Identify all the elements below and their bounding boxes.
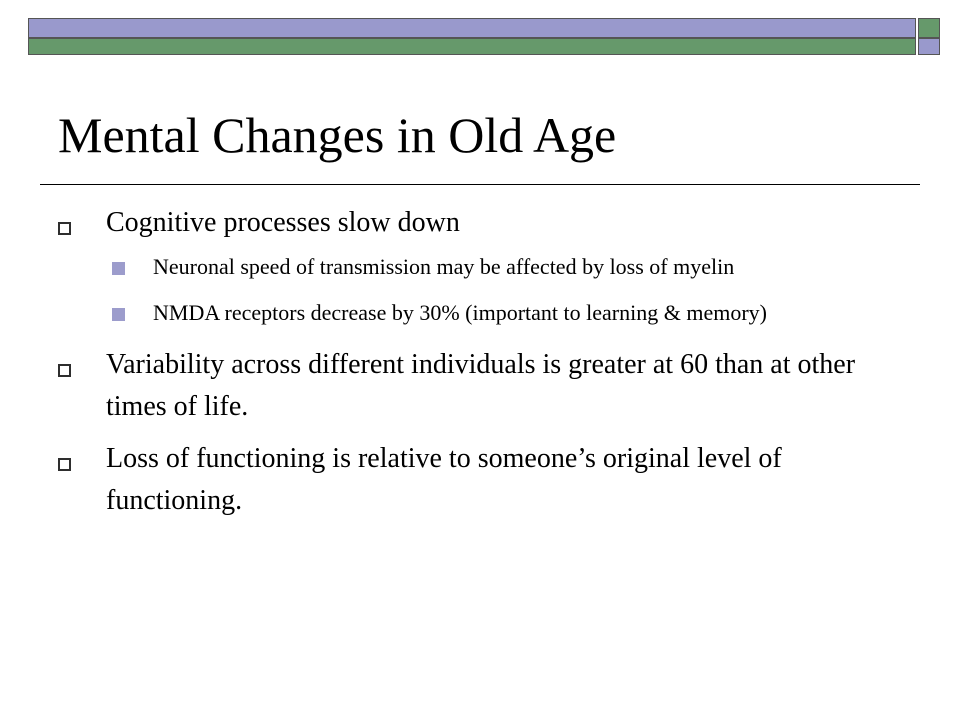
corner-block-green [918,18,940,38]
sub-bullet-text: NMDA receptors decrease by 30% (important to learning & memory) [153,300,767,325]
filled-square-icon [112,262,125,275]
corner-block-purple [918,38,940,55]
bullet-item [56,438,896,522]
bullet-item [56,202,896,244]
bullet-item [56,344,896,428]
title-divider [40,184,920,185]
bullet-text: Cognitive processes slow down [106,207,460,238]
bullet-text: Variability across different individuals is greater at 60 than at other times of life. [106,349,856,422]
sub-bullet-item [56,294,896,332]
slide-content [56,202,896,522]
slide-title: Mental Changes in Old Age [58,107,617,163]
sub-bullet-text: Neuronal speed of transmission may be affected by loss of myelin [153,254,735,279]
hollow-square-icon [58,364,71,377]
sub-bullet-item [56,248,896,286]
header-band-purple [28,18,916,38]
header-band-green [28,38,916,55]
hollow-square-icon [58,458,71,471]
hollow-square-icon [58,222,71,235]
filled-square-icon [112,308,125,321]
bullet-text: Loss of functioning is relative to someone’s original level of functioning. [106,443,782,516]
